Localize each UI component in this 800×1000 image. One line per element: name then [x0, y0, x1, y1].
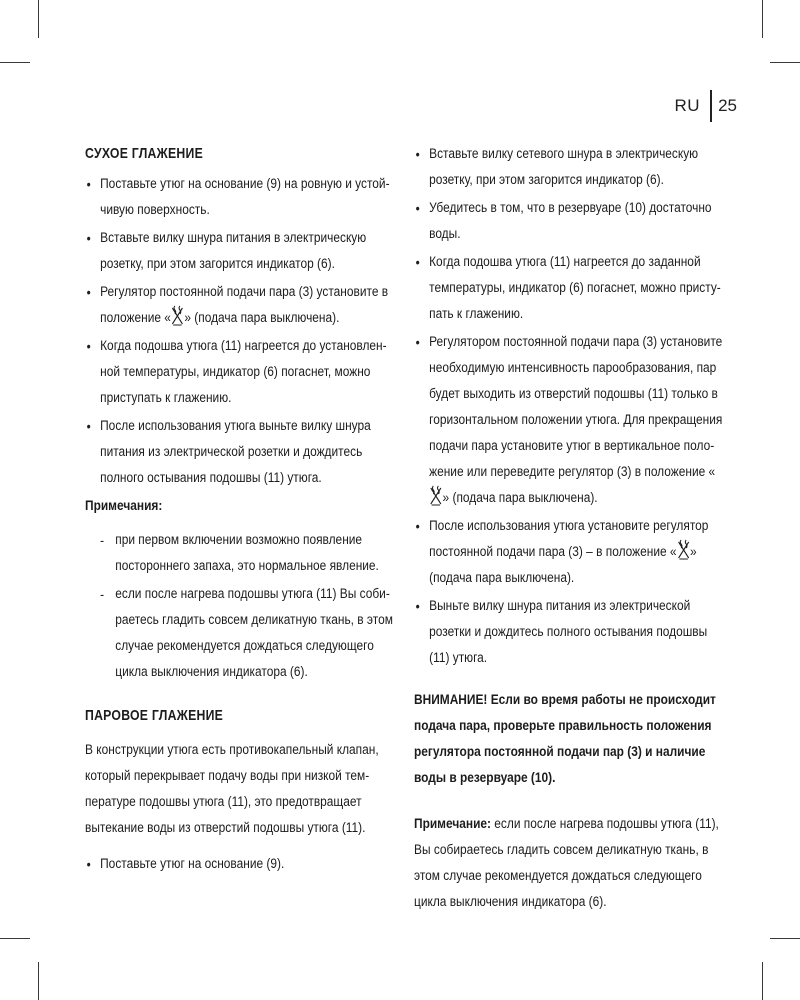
note-item: - при первом включении возможно появление постороннего запаха, это нормальное явление.: [97, 527, 396, 579]
list-item: • После использования утюга выньте вилку шнура питания из электрической розетки и дождитесь полного остывания подошвы (11) утюга.: [85, 413, 396, 491]
notes-label: Примечания:: [85, 498, 163, 514]
list-item: • Когда подошва утюга (11) нагреется до установлен-ной температуры, индикатор (6) погаснет, можно приступать к глажению.: [85, 333, 396, 411]
crop-mark: [770, 938, 800, 939]
steam-off-icon: [677, 539, 689, 561]
list-item-text: Регулятором постоянной подачи пара (3) установите необходимую интенсивность парообразования, пар будет выходить из отверстий подошвы (11) только в горизонтальном положении утюга. Для прекращения подачи пара установите утюг в вертикальное поло-жение или переведите регулятор (3) в положение «: [429, 334, 723, 480]
list-item: [414, 329, 729, 511]
steam-steps-list: [414, 141, 729, 671]
steam-ironing-title: ПАРОВОЕ ГЛАЖЕНИЕ: [85, 708, 224, 724]
list-item: • Выньте вилку шнура питания из электрической розетки и дождитесь полного остывания подошвы (11) утюга.: [414, 593, 729, 671]
note-item: - если после нагрева подошвы утюга (11) Вы соби-раетесь гладить совсем деликатную ткань, в этом случае рекомендуется дождаться следующего цикла выключения индикатора (6).: [97, 581, 396, 685]
crop-mark: [0, 938, 30, 939]
list-item: [85, 279, 396, 331]
crop-mark: [762, 962, 763, 1000]
crop-mark: [0, 62, 30, 63]
list-item: • Поставьте утюг на основание (9).: [85, 851, 396, 877]
warning-text: ВНИМАНИЕ! Если во время работы не происходит подача пара, проверьте правильность положения регулятора постоянной подачи пар (3) и наличие воды в резервуаре (10).: [414, 692, 716, 786]
note-paragraph: [414, 811, 729, 915]
list-item-suffix: » (подача пара выключена).: [429, 544, 697, 586]
dry-ironing-title: СУХОЕ ГЛАЖЕНИЕ: [85, 146, 204, 162]
steam-ironing-list: [85, 851, 396, 877]
list-item: • Поставьте утюг на основание (9) на ровную и устой-чивую поверхность.: [85, 171, 396, 223]
crop-mark: [38, 962, 39, 1000]
language-code: RU: [674, 96, 701, 115]
page-header: [675, 90, 737, 122]
left-column: [85, 141, 396, 879]
crop-mark: [38, 0, 39, 38]
right-column: [414, 141, 729, 915]
list-item: • Вставьте вилку шнура питания в электрическую розетку, при этом загорится индикатор (6).: [85, 225, 396, 277]
list-item-text: Регулятор постоянной подачи пара (3) установите в положение «: [100, 284, 389, 326]
steam-off-icon: [430, 485, 442, 507]
list-item: [414, 513, 729, 591]
notes-list: [85, 527, 396, 685]
steam-off-icon: [172, 305, 184, 327]
list-item-suffix: » (подача пара выключена).: [184, 310, 340, 326]
list-item-text: После использования утюга установите регулятор постоянной подачи пара (3) – в положение «: [429, 518, 709, 560]
list-item-suffix: » (подача пара выключена).: [442, 490, 598, 506]
note-text: если после нагрева подошвы утюга (11), Вы собираетесь гладить совсем деликатную ткань, в этом случае рекомендуется дождаться следующего цикла выключения индикатора (6).: [414, 816, 719, 910]
list-item: • Вставьте вилку сетевого шнура в электрическую розетку, при этом загорится индикатор (6).: [414, 141, 729, 193]
note-label: Примечание:: [414, 816, 491, 832]
crop-mark: [770, 62, 800, 63]
crop-mark: [762, 0, 763, 38]
dry-ironing-list: [85, 171, 396, 491]
list-item: • Когда подошва утюга (11) нагреется до заданной температуры, индикатор (6) погаснет, можно присту-пать к глажению.: [414, 249, 729, 327]
list-item: • Убедитесь в том, что в резервуаре (10) достаточно воды.: [414, 195, 729, 247]
steam-paragraph: В конструкции утюга есть противокапельный клапан, который перекрывает подачу воды при низкой тем-пературе подошвы утюга (11), это предотвращает вытекание воды из отверстий подошвы утюга (11).: [85, 742, 379, 836]
page-number: 25: [718, 96, 737, 115]
